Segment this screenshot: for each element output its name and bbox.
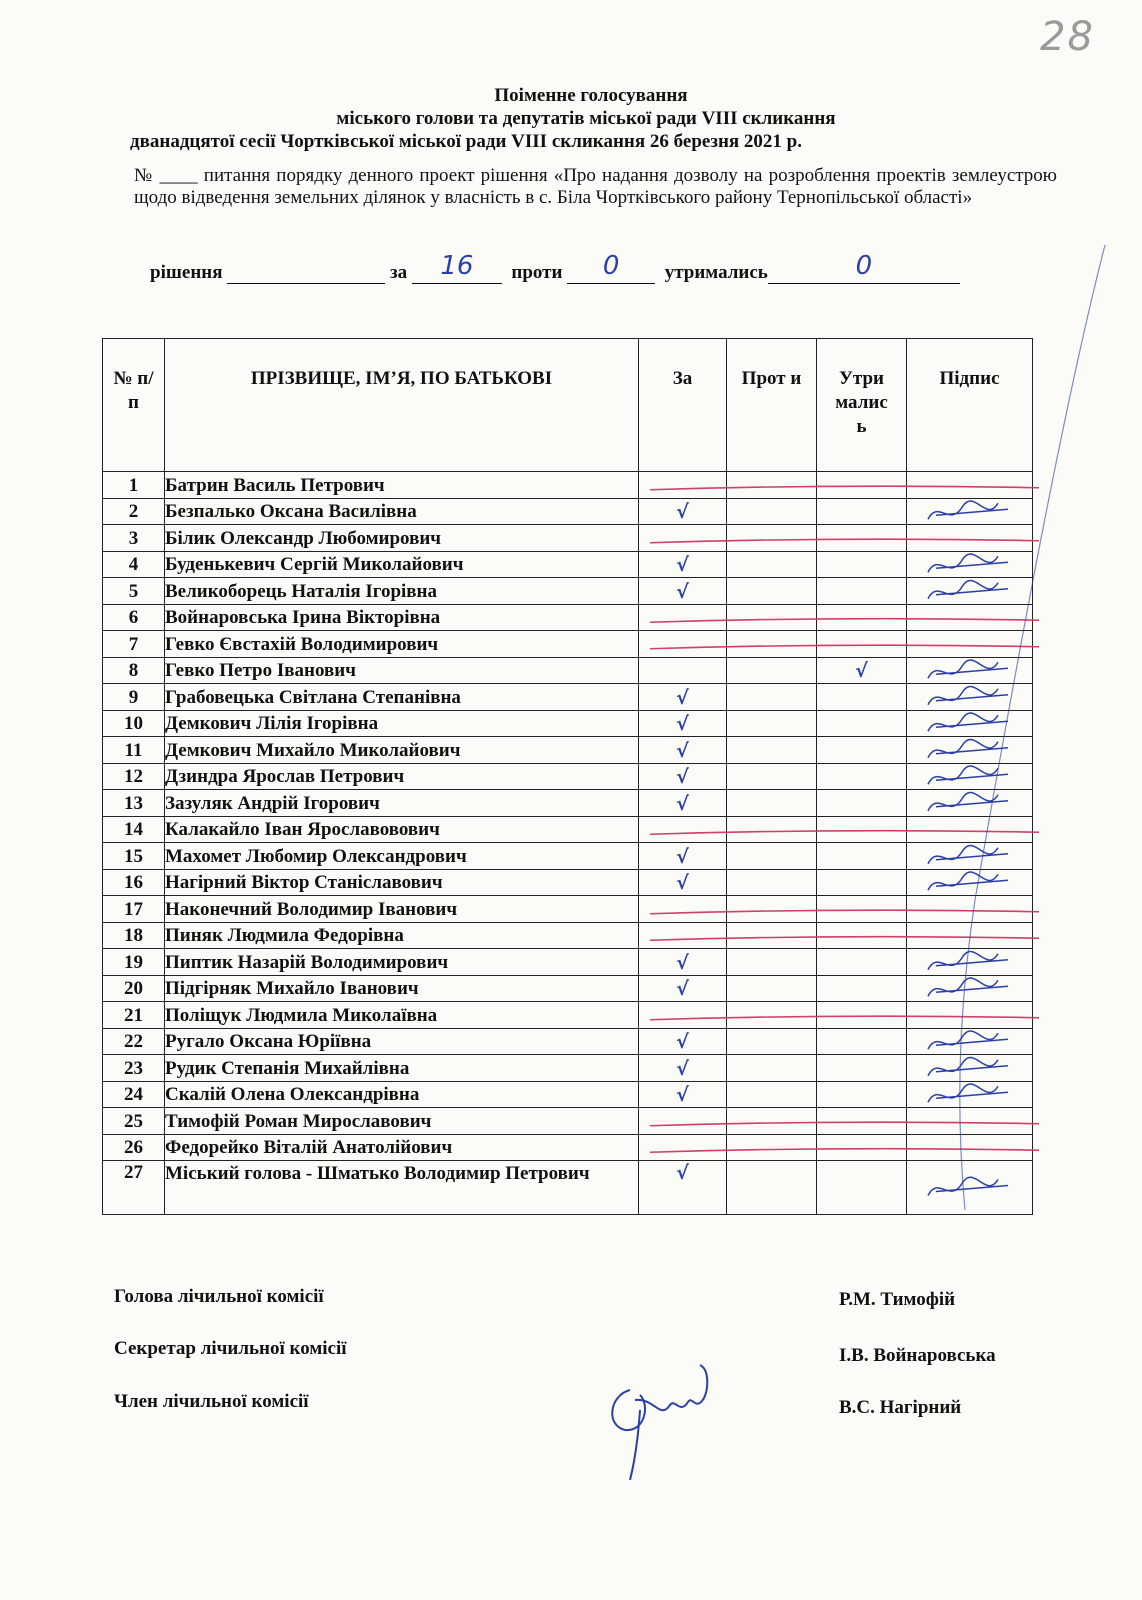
vote-for-cell: [639, 631, 727, 658]
vote-against-cell: [727, 763, 817, 790]
secretary-name: І.В. Войнаровська: [839, 1345, 996, 1366]
table-row: [103, 1134, 1033, 1161]
header-name: ПРІЗВИЩЕ, ІМ’Я, ПО БАТЬКОВІ: [165, 339, 639, 472]
deputy-name: Наконечний Володимир Іванович: [165, 896, 639, 923]
secretary-label: Секретар лічильної комісії: [114, 1338, 347, 1359]
vote-against-cell: [727, 975, 817, 1002]
vote-abstained-cell: [817, 816, 907, 843]
signature-cell: [907, 525, 1033, 552]
deputy-name: Грабовецька Світлана Степанівна: [165, 684, 639, 711]
row-number: 16: [103, 869, 165, 896]
decision-summary: [150, 251, 1050, 284]
chair-name: Р.М. Тимофій: [839, 1289, 956, 1310]
check-mark-icon: √: [676, 1162, 689, 1184]
vote-for-cell: [639, 843, 727, 870]
deputy-name: Калакайло Іван Ярославовович: [165, 816, 639, 843]
signature-cell: [907, 657, 1033, 684]
table-row: [103, 843, 1033, 870]
table-row: [103, 949, 1033, 976]
vote-abstained-cell: [817, 1002, 907, 1029]
vote-against-cell: [727, 816, 817, 843]
check-mark-icon: √: [676, 792, 689, 815]
vote-for-cell: [639, 710, 727, 737]
table-row: [103, 551, 1033, 578]
deputy-name: Батрин Василь Петрович: [165, 472, 639, 499]
against-label: проти: [511, 262, 563, 283]
vote-against-cell: [727, 922, 817, 949]
row-number: 11: [103, 737, 165, 764]
signature-cell: [907, 790, 1033, 817]
vote-for-cell: [639, 922, 727, 949]
vote-for-cell: [639, 525, 727, 552]
table-row: [103, 657, 1033, 684]
table-row: [103, 472, 1033, 499]
signature-cell: [907, 1055, 1033, 1082]
table-row: [103, 525, 1033, 552]
table-body: [103, 472, 1033, 1215]
row-number: 4: [103, 551, 165, 578]
deputy-name: Білик Олександр Любомирович: [165, 525, 639, 552]
deputy-name: Гевко Петро Іванович: [165, 657, 639, 684]
table-row: [103, 816, 1033, 843]
vote-abstained-cell: [817, 551, 907, 578]
deputy-name: Махомет Любомир Олександрович: [165, 843, 639, 870]
signature-cell: [907, 1108, 1033, 1135]
member-label: Член лічильної комісії: [114, 1391, 309, 1412]
vote-for-cell: [639, 869, 727, 896]
vote-for-cell: [639, 472, 727, 499]
vote-against-cell: [727, 790, 817, 817]
vote-abstained-cell: [817, 657, 907, 684]
vote-abstained-cell: [817, 896, 907, 923]
row-number: 12: [103, 763, 165, 790]
deputy-name: Безпалько Оксана Василівна: [165, 498, 639, 525]
deputy-name: Великоборець Наталія Ігорівна: [165, 578, 639, 605]
table-row: [103, 1161, 1033, 1215]
check-mark-icon: √: [676, 766, 689, 788]
against-count: 0: [602, 251, 620, 281]
check-mark-icon: √: [855, 660, 868, 682]
vote-abstained-cell: [817, 949, 907, 976]
vote-abstained-cell: [817, 869, 907, 896]
vote-abstained-cell: [817, 1134, 907, 1161]
vote-against-cell: [727, 551, 817, 578]
check-mark-icon: √: [676, 1057, 689, 1080]
row-number: 10: [103, 710, 165, 737]
vote-abstained-cell: [817, 763, 907, 790]
deputy-name: Пиняк Людмила Федорівна: [165, 922, 639, 949]
row-number: 19: [103, 949, 165, 976]
signature-cell: [907, 763, 1033, 790]
row-number: 13: [103, 790, 165, 817]
signature-cell: [907, 1134, 1033, 1161]
deputy-name: Демкович Михайло Миколайович: [165, 737, 639, 764]
vote-against-cell: [727, 1055, 817, 1082]
vote-for-cell: [639, 790, 727, 817]
vote-against-cell: [727, 949, 817, 976]
vote-for-cell: [639, 604, 727, 631]
vote-for-cell: [639, 1055, 727, 1082]
document-title: Поіменне голосування: [494, 85, 688, 106]
vote-for-cell: [639, 684, 727, 711]
signature-cell: [907, 472, 1033, 499]
agenda-question: № ____ питання порядку денного проект рішення «Про надання дозволу на розроблення проектів землеустрою щодо відведення земельних ділянок у власність в с. Біла Чортківського району Тернопільської області»: [134, 165, 1057, 208]
vote-for-cell: [639, 657, 727, 684]
check-mark-icon: √: [676, 554, 689, 576]
table-row: [103, 975, 1033, 1002]
signature-cell: [907, 843, 1033, 870]
signature-cell: [907, 551, 1033, 578]
table-row: [103, 790, 1033, 817]
signature-cell: [907, 1028, 1033, 1055]
vote-abstained-cell: [817, 737, 907, 764]
signature-cell: [907, 949, 1033, 976]
vote-abstained-cell: [817, 790, 907, 817]
signature-cell: [907, 604, 1033, 631]
for-count: 16: [440, 251, 474, 281]
document-subtitle: міського голови та депутатів міської ради VIII скликання: [336, 108, 836, 129]
row-number: 9: [103, 684, 165, 711]
table-row: [103, 578, 1033, 605]
row-number: 17: [103, 896, 165, 923]
signature-cell: [907, 869, 1033, 896]
table-row: [103, 869, 1033, 896]
deputy-name: Федорейко Віталій Анатолійович: [165, 1134, 639, 1161]
signature-cell: [907, 710, 1033, 737]
vote-against-cell: [727, 843, 817, 870]
deputy-name: Ругало Оксана Юріївна: [165, 1028, 639, 1055]
deputy-name: Пиптик Назарій Володимирович: [165, 949, 639, 976]
vote-abstained-cell: [817, 1108, 907, 1135]
vote-against-cell: [727, 525, 817, 552]
vote-against-cell: [727, 578, 817, 605]
table-row: [103, 604, 1033, 631]
check-mark-icon: √: [676, 872, 689, 894]
vote-against-cell: [727, 1108, 817, 1135]
for-count-field: [412, 251, 502, 284]
table-row: [103, 498, 1033, 525]
header-for: За: [639, 339, 727, 472]
against-count-field: [567, 251, 655, 284]
session-line: дванадцятої сесії Чортківської міської ради VIII скликання 26 березня 2021 р.: [130, 131, 802, 152]
signature-cell: [907, 922, 1033, 949]
vote-abstained-cell: [817, 975, 907, 1002]
vote-abstained-cell: [817, 710, 907, 737]
check-mark-icon: √: [676, 951, 689, 974]
table-row: [103, 1002, 1033, 1029]
row-number: 6: [103, 604, 165, 631]
row-number: 24: [103, 1081, 165, 1108]
vote-for-cell: [639, 1134, 727, 1161]
signature-cell: [907, 631, 1033, 658]
vote-for-cell: [639, 1081, 727, 1108]
decision-label: рішення: [150, 262, 223, 283]
deputy-name: Демкович Лілія Ігорівна: [165, 710, 639, 737]
vote-against-cell: [727, 604, 817, 631]
vote-against-cell: [727, 710, 817, 737]
check-mark-icon: √: [676, 739, 689, 762]
vote-for-cell: [639, 1028, 727, 1055]
vote-against-cell: [727, 1081, 817, 1108]
table-row: [103, 1108, 1033, 1135]
abstained-count-field: [768, 251, 960, 284]
header-abstained: Утри малис ь: [817, 339, 907, 472]
signature-cell: [907, 498, 1033, 525]
vote-against-cell: [727, 896, 817, 923]
vote-abstained-cell: [817, 843, 907, 870]
deputy-name: Рудик Степанія Михайлівна: [165, 1055, 639, 1082]
vote-for-cell: [639, 763, 727, 790]
vote-abstained-cell: [817, 1028, 907, 1055]
vote-for-cell: [639, 896, 727, 923]
check-mark-icon: √: [676, 713, 689, 735]
abstained-count: 0: [855, 251, 873, 281]
vote-against-cell: [727, 631, 817, 658]
vote-against-cell: [727, 1002, 817, 1029]
vote-against-cell: [727, 472, 817, 499]
row-number: 14: [103, 816, 165, 843]
deputy-name: Скалій Олена Олександрівна: [165, 1081, 639, 1108]
row-number: 26: [103, 1134, 165, 1161]
check-mark-icon: √: [676, 1084, 689, 1106]
signature-cell: [907, 684, 1033, 711]
table-row: [103, 1055, 1033, 1082]
row-number: 15: [103, 843, 165, 870]
deputy-name: Буденькевич Сергій Миколайович: [165, 551, 639, 578]
abstained-label: утримались: [664, 262, 768, 283]
vote-abstained-cell: [817, 498, 907, 525]
row-number: 7: [103, 631, 165, 658]
vote-abstained-cell: [817, 472, 907, 499]
check-mark-icon: √: [676, 501, 689, 523]
roll-call-table: [102, 338, 1033, 1215]
deputy-name: Нагірний Віктор Станіславович: [165, 869, 639, 896]
deputy-name: Тимофій Роман Мирославович: [165, 1108, 639, 1135]
vote-against-cell: [727, 684, 817, 711]
vote-for-cell: [639, 816, 727, 843]
vote-for-cell: [639, 578, 727, 605]
check-mark-icon: √: [676, 580, 689, 603]
row-number: 20: [103, 975, 165, 1002]
row-number: 27: [103, 1161, 165, 1215]
row-number: 5: [103, 578, 165, 605]
vote-abstained-cell: [817, 684, 907, 711]
signature-cell: [907, 1081, 1033, 1108]
table-row: [103, 737, 1033, 764]
row-number: 2: [103, 498, 165, 525]
check-mark-icon: √: [676, 845, 689, 868]
deputy-name: Гевко Євстахій Володимирович: [165, 631, 639, 658]
vote-for-cell: [639, 949, 727, 976]
header-signature: Підпис: [907, 339, 1033, 472]
row-number: 25: [103, 1108, 165, 1135]
vote-abstained-cell: [817, 578, 907, 605]
vote-for-cell: [639, 1002, 727, 1029]
check-mark-icon: √: [676, 978, 689, 1000]
row-number: 3: [103, 525, 165, 552]
document-header: [0, 84, 1142, 153]
vote-abstained-cell: [817, 525, 907, 552]
page-number: 28: [1040, 14, 1095, 60]
vote-against-cell: [727, 737, 817, 764]
vote-for-cell: [639, 737, 727, 764]
vote-against-cell: [727, 869, 817, 896]
vote-against-cell: [727, 498, 817, 525]
vote-against-cell: [727, 1134, 817, 1161]
signature-cell: [907, 737, 1033, 764]
signature-cell: [907, 1161, 1033, 1215]
deputy-name: Зазуляк Андрій Ігорович: [165, 790, 639, 817]
row-number: 18: [103, 922, 165, 949]
table-row: [103, 684, 1033, 711]
check-mark-icon: √: [676, 1031, 689, 1053]
for-label: за: [390, 262, 408, 283]
vote-against-cell: [727, 1028, 817, 1055]
signature-cell: [907, 896, 1033, 923]
vote-abstained-cell: [817, 631, 907, 658]
vote-for-cell: [639, 498, 727, 525]
signature-cell: [907, 816, 1033, 843]
table-row: [103, 763, 1033, 790]
decision-blank: [227, 263, 385, 284]
row-number: 22: [103, 1028, 165, 1055]
member-name: В.С. Нагірний: [839, 1397, 962, 1418]
vote-abstained-cell: [817, 922, 907, 949]
table-header-row: [103, 339, 1033, 472]
vote-against-cell: [727, 657, 817, 684]
vote-for-cell: [639, 1161, 727, 1215]
member-signature: [600, 1350, 730, 1490]
row-number: 21: [103, 1002, 165, 1029]
signature-cell: [907, 578, 1033, 605]
table-row: [103, 922, 1033, 949]
vote-against-cell: [727, 1161, 817, 1215]
vote-for-cell: [639, 551, 727, 578]
row-number: 8: [103, 657, 165, 684]
vote-for-cell: [639, 975, 727, 1002]
signature-cell: [907, 975, 1033, 1002]
vote-abstained-cell: [817, 1081, 907, 1108]
table-row: [103, 896, 1033, 923]
table-row: [103, 1081, 1033, 1108]
vote-abstained-cell: [817, 1055, 907, 1082]
deputy-name: Поліщук Людмила Миколаївна: [165, 1002, 639, 1029]
table-row: [103, 631, 1033, 658]
row-number: 23: [103, 1055, 165, 1082]
vote-abstained-cell: [817, 604, 907, 631]
header-against: Прот и: [727, 339, 817, 472]
table-row: [103, 710, 1033, 737]
check-mark-icon: √: [676, 686, 689, 709]
row-number: 1: [103, 472, 165, 499]
vote-abstained-cell: [817, 1161, 907, 1215]
chair-label: Голова лічильної комісії: [114, 1286, 324, 1307]
header-num: № п/п: [103, 339, 165, 472]
vote-for-cell: [639, 1108, 727, 1135]
signature-cell: [907, 1002, 1033, 1029]
deputy-name: Войнаровська Ірина Вікторівна: [165, 604, 639, 631]
deputy-name: Підгірняк Михайло Іванович: [165, 975, 639, 1002]
deputy-name: Міський голова - Шматько Володимир Петрович: [165, 1161, 639, 1215]
table-row: [103, 1028, 1033, 1055]
deputy-name: Дзиндра Ярослав Петрович: [165, 763, 639, 790]
